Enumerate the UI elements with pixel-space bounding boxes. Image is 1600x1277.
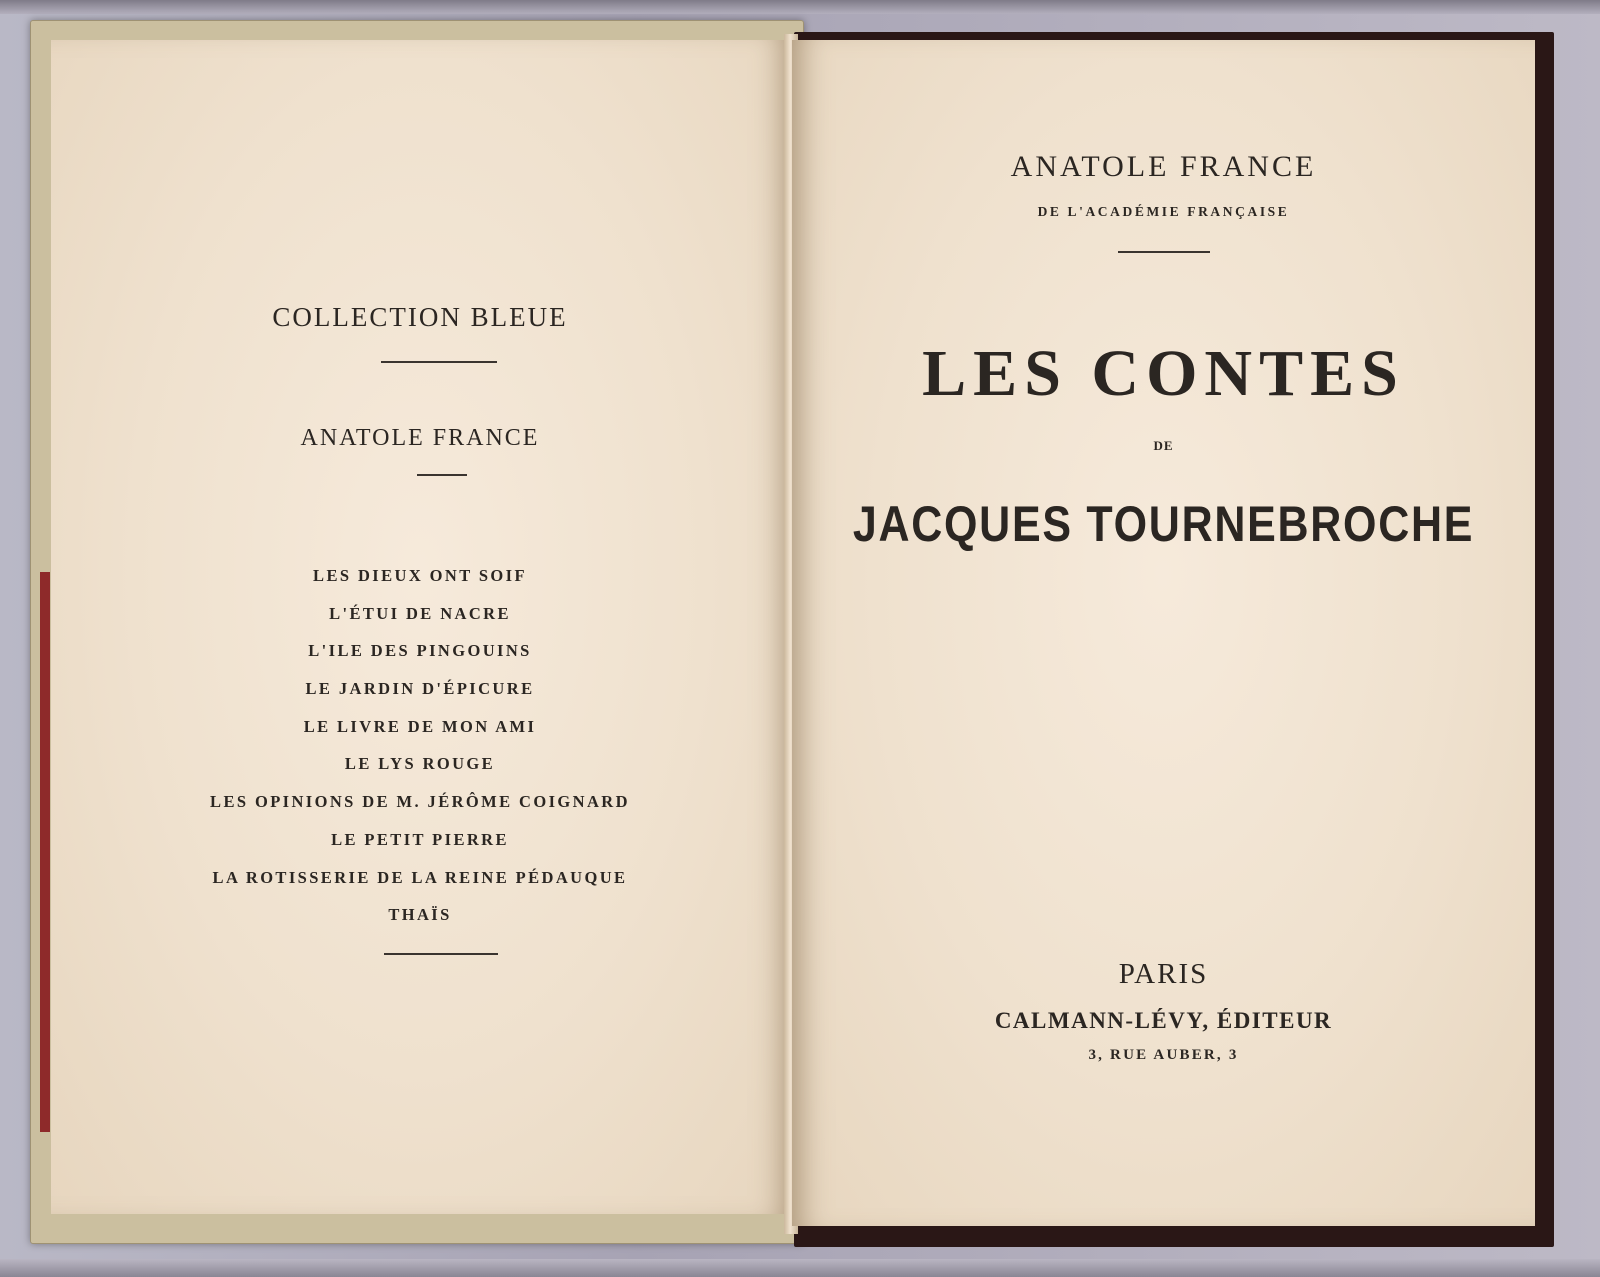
divider-rule [381,361,497,363]
book-title-connector: DE [1153,438,1174,453]
publication-city: PARIS [1118,958,1209,990]
collection-title: COLLECTION BLEUE [272,302,568,332]
work-title: L'ILE DES PINGOUINS [308,641,532,661]
publisher-name: CALMANN-LÉVY, ÉDITEUR [994,1008,1333,1033]
work-title: LA ROTISSERIE DE LA REINE PÉDAUQUE [212,867,628,887]
divider-rule [1118,251,1210,253]
work-title: LE JARDIN D'ÉPICURE [305,679,535,699]
works-list [51,557,789,934]
red-page-edge [40,572,50,1132]
book-title-line1: LES CONTES [922,337,1405,410]
work-title: LES OPINIONS DE M. JÉRÔME COIGNARD [210,792,630,812]
author-name: ANATOLE FRANCE [300,425,540,451]
author-affiliation: DE L'ACADÉMIE FRANÇAISE [1037,204,1290,219]
work-title: L'ÉTUI DE NACRE [329,603,511,623]
book-title-line2: JACQUES TOURNEBROCHE [852,496,1475,552]
author-name: ANATOLE FRANCE [1010,150,1317,183]
work-title: THAÏS [388,905,452,925]
work-title: LE LIVRE DE MON AMI [303,716,537,736]
publisher-address: 3, RUE AUBER, 3 [1088,1047,1239,1063]
divider-rule [384,953,498,955]
work-title: LE LYS ROUGE [344,754,496,774]
work-title: LE PETIT PIERRE [331,829,509,849]
work-title: LES DIEUX ONT SOIF [313,566,527,585]
open-book [26,12,1550,1262]
scan-bottom-edge [0,1259,1600,1277]
right-page [792,40,1535,1226]
left-page [51,40,789,1214]
divider-rule [417,474,467,476]
